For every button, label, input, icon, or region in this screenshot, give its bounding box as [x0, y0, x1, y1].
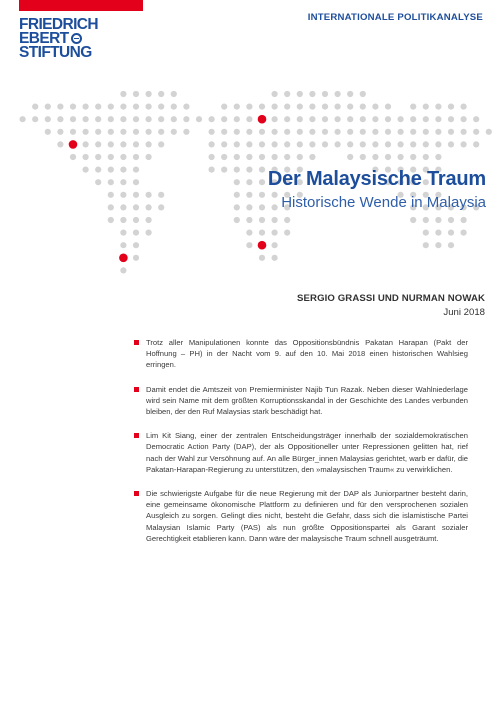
map-dot	[120, 179, 126, 185]
map-dot	[385, 129, 391, 135]
map-dot	[246, 141, 252, 147]
map-dot	[158, 116, 164, 122]
map-dot	[486, 129, 492, 135]
bullet-icon	[134, 491, 139, 496]
map-dot	[272, 255, 278, 261]
map-dot	[259, 217, 265, 223]
map-dot	[133, 141, 139, 147]
map-dot	[473, 129, 479, 135]
map-dot	[335, 91, 341, 97]
map-dot	[133, 91, 139, 97]
map-dot	[259, 104, 265, 110]
map-dot	[234, 204, 240, 210]
map-dot	[410, 104, 416, 110]
map-dot	[120, 129, 126, 135]
map-dot	[347, 141, 353, 147]
map-dot	[171, 104, 177, 110]
map-dot	[83, 167, 89, 173]
map-dot	[146, 129, 152, 135]
map-dot	[372, 154, 378, 160]
summary-list	[134, 337, 468, 557]
map-dot	[448, 129, 454, 135]
map-dot	[372, 141, 378, 147]
map-dot	[70, 104, 76, 110]
map-dot	[70, 129, 76, 135]
map-dot	[297, 104, 303, 110]
logo-line-1: FRIEDRICH	[19, 16, 98, 33]
map-dot	[95, 129, 101, 135]
map-dot	[322, 91, 328, 97]
map-dot	[95, 154, 101, 160]
map-dot	[360, 141, 366, 147]
summary-text: Damit endet die Amtszeit von Premierminister Najib Tun Razak. Neben dieser Wahlniederlage wird sein Name mit dem größten Korruptionsskandal in der Geschichte des Landes verbunden bleiben, der den Ruf Malaysias stark beschädigt hat.	[146, 384, 468, 417]
map-dot	[133, 242, 139, 248]
map-dot	[246, 116, 252, 122]
map-dot	[57, 141, 63, 147]
map-dot	[234, 192, 240, 198]
map-dot	[435, 154, 441, 160]
map-dot	[272, 242, 278, 248]
map-dot	[322, 129, 328, 135]
map-dot	[398, 141, 404, 147]
map-dot	[297, 91, 303, 97]
map-dot	[133, 217, 139, 223]
logo-line-2-text: EBERT	[19, 30, 69, 47]
map-dot	[234, 141, 240, 147]
map-dot	[209, 154, 215, 160]
map-dot	[171, 91, 177, 97]
map-dot	[108, 154, 114, 160]
map-dot	[120, 116, 126, 122]
map-dot	[423, 242, 429, 248]
map-dot	[221, 116, 227, 122]
map-dot	[322, 141, 328, 147]
map-dot	[133, 104, 139, 110]
map-dot	[347, 154, 353, 160]
map-dot	[221, 141, 227, 147]
map-dot	[410, 129, 416, 135]
map-dot	[347, 129, 353, 135]
map-dot	[246, 217, 252, 223]
map-dot	[146, 154, 152, 160]
map-dot	[272, 91, 278, 97]
map-dot	[284, 129, 290, 135]
map-dot	[322, 116, 328, 122]
bullet-icon	[134, 387, 139, 392]
map-dot	[297, 116, 303, 122]
map-dot	[196, 116, 202, 122]
map-dot	[473, 116, 479, 122]
map-dot	[335, 129, 341, 135]
map-dot	[158, 204, 164, 210]
map-dot	[448, 217, 454, 223]
map-dot	[234, 116, 240, 122]
map-dot	[234, 104, 240, 110]
map-dot	[347, 116, 353, 122]
map-dot	[95, 167, 101, 173]
map-dot	[146, 230, 152, 236]
map-dot	[70, 154, 76, 160]
summary-item	[134, 337, 468, 371]
map-dot	[83, 141, 89, 147]
map-dot	[398, 116, 404, 122]
map-dot	[234, 154, 240, 160]
map-dot	[259, 255, 265, 261]
map-dot	[347, 104, 353, 110]
map-dot	[284, 217, 290, 223]
map-dot	[372, 116, 378, 122]
summary-item	[134, 430, 468, 475]
map-dot	[95, 141, 101, 147]
map-dot	[360, 129, 366, 135]
map-dot	[133, 154, 139, 160]
map-dot	[272, 154, 278, 160]
map-dot	[234, 167, 240, 173]
map-dot	[461, 217, 467, 223]
globe-icon	[71, 33, 82, 44]
map-dot	[246, 154, 252, 160]
map-dot	[234, 217, 240, 223]
map-dot	[120, 242, 126, 248]
map-dot	[95, 116, 101, 122]
map-dot	[309, 91, 315, 97]
map-dot	[284, 116, 290, 122]
map-dot	[461, 116, 467, 122]
map-dot	[221, 167, 227, 173]
map-dot	[259, 141, 265, 147]
map-dot	[272, 116, 278, 122]
map-dot	[108, 167, 114, 173]
map-dot	[410, 116, 416, 122]
summary-item	[134, 384, 468, 418]
map-dot	[83, 116, 89, 122]
map-dot	[335, 104, 341, 110]
map-dot	[108, 129, 114, 135]
authors: SERGIO GRASSI UND NURMAN NOWAK	[297, 293, 485, 304]
map-dot	[133, 167, 139, 173]
map-dot	[246, 104, 252, 110]
map-dot	[284, 230, 290, 236]
map-dot	[158, 104, 164, 110]
map-dot	[45, 116, 51, 122]
map-dot	[297, 129, 303, 135]
map-dot	[259, 204, 265, 210]
summary-item	[134, 488, 468, 544]
map-dot	[435, 129, 441, 135]
map-dot	[360, 104, 366, 110]
map-dot	[297, 154, 303, 160]
map-dot	[272, 230, 278, 236]
fes-logo	[19, 0, 143, 60]
map-dot	[309, 129, 315, 135]
map-dot	[272, 104, 278, 110]
map-dot	[83, 154, 89, 160]
map-dot	[448, 104, 454, 110]
map-dot	[309, 141, 315, 147]
logo-red-bar	[19, 0, 143, 11]
map-dot	[108, 104, 114, 110]
logo-line-3: STIFTUNG	[19, 44, 92, 61]
map-dot	[410, 217, 416, 223]
map-dot	[385, 104, 391, 110]
map-dot	[272, 141, 278, 147]
map-dot	[108, 204, 114, 210]
map-dot	[120, 267, 126, 273]
map-dot	[133, 230, 139, 236]
map-dot	[335, 116, 341, 122]
map-dot	[473, 141, 479, 147]
map-dot	[120, 167, 126, 173]
map-dot	[360, 154, 366, 160]
map-dot	[423, 116, 429, 122]
map-dot	[272, 217, 278, 223]
map-dot	[133, 116, 139, 122]
map-dot	[221, 104, 227, 110]
map-dot	[209, 141, 215, 147]
map-dot	[246, 192, 252, 198]
map-dot	[335, 141, 341, 147]
map-dot	[45, 104, 51, 110]
map-dot	[221, 154, 227, 160]
map-dot	[410, 141, 416, 147]
map-dot	[183, 116, 189, 122]
map-dot	[171, 116, 177, 122]
map-dot	[259, 192, 265, 198]
map-dot	[284, 141, 290, 147]
bullet-icon	[134, 340, 139, 345]
map-dot	[32, 116, 38, 122]
map-dot	[221, 129, 227, 135]
map-dot	[146, 192, 152, 198]
map-dot	[57, 116, 63, 122]
map-dot	[322, 104, 328, 110]
map-dot	[435, 230, 441, 236]
map-dot	[360, 91, 366, 97]
map-dot	[209, 116, 215, 122]
map-dot	[448, 230, 454, 236]
map-dot	[183, 104, 189, 110]
map-dot	[70, 116, 76, 122]
map-dot	[423, 129, 429, 135]
map-dot	[83, 104, 89, 110]
series-label: INTERNATIONALE POLITIKANALYSE	[307, 12, 483, 23]
map-dot	[158, 129, 164, 135]
publication-date: Juni 2018	[443, 307, 485, 318]
map-dot	[372, 104, 378, 110]
map-dot-highlight	[119, 254, 128, 263]
map-dot	[133, 192, 139, 198]
map-dot	[146, 91, 152, 97]
map-dot	[448, 242, 454, 248]
map-dot	[246, 230, 252, 236]
map-dot	[209, 129, 215, 135]
map-dot	[246, 129, 252, 135]
map-dot	[120, 154, 126, 160]
map-dot	[259, 129, 265, 135]
map-dot	[146, 204, 152, 210]
map-dot	[120, 91, 126, 97]
map-dot	[57, 104, 63, 110]
map-dot	[57, 129, 63, 135]
map-dot	[45, 129, 51, 135]
map-dot	[234, 179, 240, 185]
map-dot	[423, 104, 429, 110]
map-dot	[183, 129, 189, 135]
map-dot	[158, 91, 164, 97]
map-dot	[259, 179, 265, 185]
map-dot	[246, 179, 252, 185]
map-dot	[171, 129, 177, 135]
map-dot	[146, 116, 152, 122]
map-dot	[120, 104, 126, 110]
map-dot	[284, 104, 290, 110]
map-dot	[120, 230, 126, 236]
map-dot	[461, 141, 467, 147]
map-dot	[146, 104, 152, 110]
map-dot	[360, 116, 366, 122]
map-dot	[234, 129, 240, 135]
map-dot	[385, 154, 391, 160]
map-dot	[435, 141, 441, 147]
map-dot	[423, 217, 429, 223]
page-title: Der Malaysische Traum	[267, 168, 486, 190]
map-dot	[423, 230, 429, 236]
page-subtitle: Historische Wende in Malaysia	[281, 194, 486, 211]
map-dot	[120, 192, 126, 198]
map-dot	[246, 242, 252, 248]
map-dot	[133, 255, 139, 261]
map-dot	[259, 230, 265, 236]
map-dot	[385, 116, 391, 122]
map-dot	[435, 104, 441, 110]
map-dot	[435, 217, 441, 223]
map-dot	[95, 104, 101, 110]
map-dot	[120, 141, 126, 147]
map-dot	[448, 116, 454, 122]
map-dot	[158, 141, 164, 147]
map-dot	[461, 230, 467, 236]
map-dot	[461, 129, 467, 135]
map-dot	[272, 192, 278, 198]
map-dot	[108, 217, 114, 223]
map-dot	[448, 141, 454, 147]
map-dot	[435, 242, 441, 248]
map-dot-highlight	[258, 241, 267, 250]
map-dot	[133, 204, 139, 210]
map-dot	[272, 204, 278, 210]
map-dot	[410, 154, 416, 160]
map-dot-highlight	[258, 115, 267, 124]
map-dot	[133, 179, 139, 185]
bullet-icon	[134, 433, 139, 438]
map-dot	[83, 129, 89, 135]
map-dot	[246, 167, 252, 173]
map-dot	[461, 104, 467, 110]
map-dot	[423, 141, 429, 147]
map-dot	[146, 217, 152, 223]
summary-text: Trotz aller Manipulationen konnte das Oppositionsbündnis Pakatan Harapan (Pakt der Hoffnung – PH) in der Nacht vom 9. auf den 10. Mai 2018 einen historischen Wahlsieg erringen.	[146, 338, 468, 370]
map-dot	[108, 116, 114, 122]
map-dot	[284, 154, 290, 160]
summary-text: Lim Kit Siang, einer der zentralen Entscheidungsträger innerhalb der sozialdemokratischen Democratic Action Party (DAP), der als Oppositioneller unter Repressionen gelitten hat, rief nach der Wahl zur Versöhnung auf. An alle Bürger_innen Malaysias gerichtet, warb er dafür, die Pakatan-Harapan-Regierung zu unterstützen, den »malaysischen Traum« zu verwirklichen.	[146, 431, 468, 474]
map-dot	[309, 116, 315, 122]
map-dot	[120, 204, 126, 210]
map-dot	[435, 116, 441, 122]
map-dot	[259, 154, 265, 160]
map-dot	[385, 141, 391, 147]
map-dot	[146, 141, 152, 147]
summary-text: Die schwierigste Aufgabe für die neue Regierung mit der DAP als Juniorpartner besteht darin, eine gemeinsame ökonomische Plattform zu definieren und für den versprochenen sozialen Ausgleich zu sorgen. Gelingt dies nicht, besteht die Gefahr, dass sich die islamistische Partei Malaysian Islamic Party (PAS) als nun größte Oppositionspartei als Garant sozialer Gerechtigkeit etablieren kann. Dann wäre der malaysische Traum schnell ausgeträumt.	[146, 489, 468, 543]
map-dot	[108, 179, 114, 185]
map-dot-highlight	[69, 140, 78, 149]
map-dot	[246, 204, 252, 210]
map-dot	[309, 154, 315, 160]
map-dot	[108, 141, 114, 147]
map-dot	[209, 167, 215, 173]
map-dot	[309, 104, 315, 110]
map-dot	[423, 154, 429, 160]
map-dot	[297, 141, 303, 147]
map-dot	[108, 192, 114, 198]
map-dot	[120, 217, 126, 223]
map-dot	[347, 91, 353, 97]
map-dot	[372, 129, 378, 135]
map-dot	[20, 116, 26, 122]
map-dot	[259, 167, 265, 173]
map-dot	[133, 129, 139, 135]
map-dot	[284, 91, 290, 97]
map-dot	[95, 179, 101, 185]
map-dot	[398, 154, 404, 160]
map-dot	[398, 129, 404, 135]
map-dot	[272, 129, 278, 135]
map-dot	[32, 104, 38, 110]
map-dot	[158, 192, 164, 198]
